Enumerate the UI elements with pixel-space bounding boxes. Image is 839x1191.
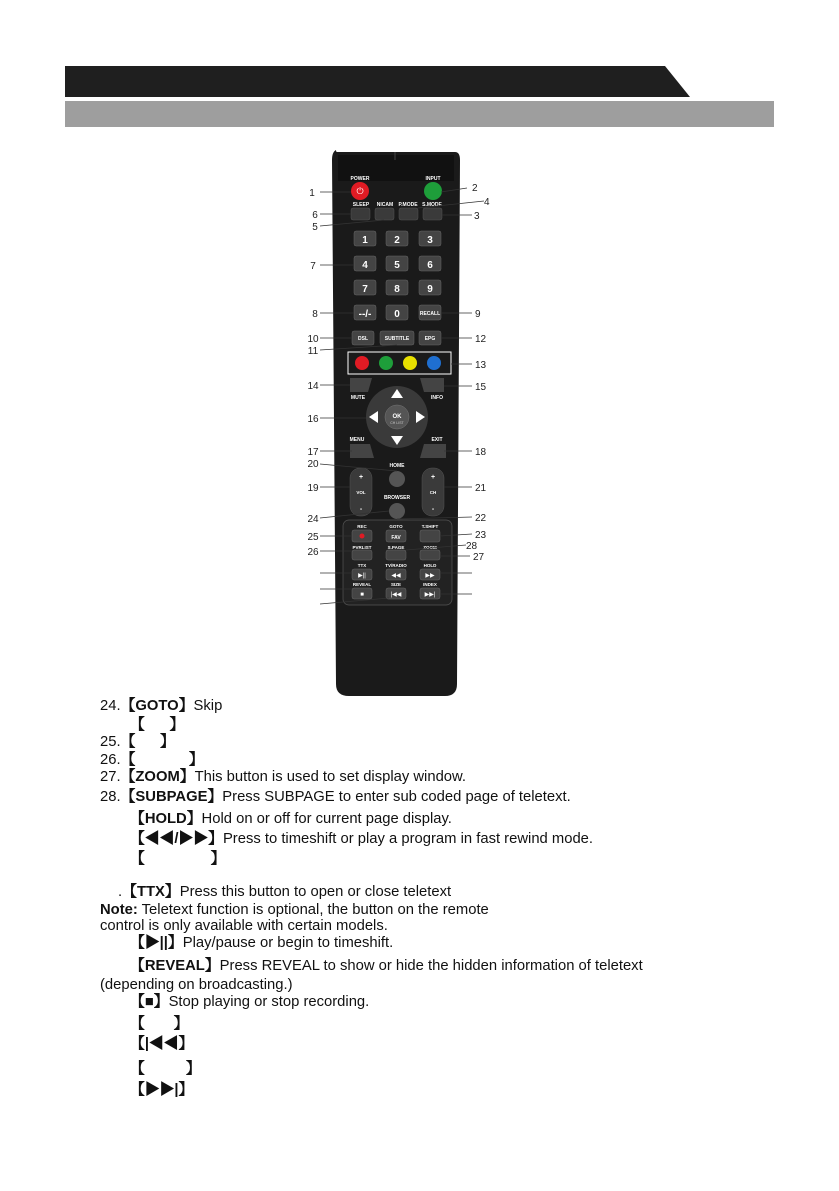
callout-12: 12: [475, 334, 487, 345]
next-icon: ▶▶|: [424, 592, 436, 598]
callout-2: 2: [472, 183, 478, 194]
spage-label: S.PAGE: [387, 545, 405, 550]
pvrlist-button[interactable]: [352, 550, 372, 560]
callout-7: 7: [310, 261, 316, 272]
vol-label: VOL: [356, 490, 366, 495]
rec-label: REC: [357, 524, 367, 529]
desc-line-stop: 【■】Stop playing or stop recording.: [130, 994, 370, 1010]
note-line-2: control is only available with certain models.: [100, 918, 388, 934]
ttx-label: TTX: [357, 563, 367, 568]
callout-24: 24: [307, 514, 319, 525]
callout-15: 15: [475, 382, 487, 393]
browser-button[interactable]: [389, 503, 405, 519]
exit-label: EXIT: [431, 437, 443, 443]
desc-line-27: 27.【ZOOM】This button is used to set display window.: [100, 769, 467, 785]
desc-line-depending: (depending on broadcasting.): [100, 977, 293, 993]
desc-line-24: 24.【GOTO】Skip: [100, 698, 223, 714]
goto-label: GOTO: [389, 524, 403, 529]
callout-1: 1: [309, 188, 315, 199]
exit-button[interactable]: [420, 444, 446, 458]
callout-28: 28: [466, 541, 478, 552]
dash-label: --/-: [358, 309, 372, 320]
green-key[interactable]: [379, 356, 393, 370]
pvrlist-label: PVRLIST: [352, 545, 372, 550]
callout-20: 20: [307, 459, 319, 470]
desc-line-26: 26.【 】: [100, 752, 204, 768]
label-input: INPUT: [425, 176, 441, 182]
info-label: INFO: [431, 395, 443, 401]
subtitle-label: SUBTITLE: [384, 336, 410, 342]
blue-key[interactable]: [427, 356, 441, 370]
desc-line-reveal: 【REVEAL】Press REVEAL to show or hide the hidden information of teletext: [130, 958, 643, 974]
smode-button[interactable]: [423, 208, 442, 220]
power-icon: ⏻: [356, 186, 364, 196]
digit-8-label: 8: [394, 284, 400, 295]
ch-minus-label: -: [431, 506, 435, 513]
callout-3: 3: [474, 211, 480, 222]
vol-minus-label: -: [359, 506, 363, 513]
label-power: POWER: [350, 176, 370, 182]
desc-line-blank-4: 【 】: [130, 1061, 201, 1077]
input-button[interactable]: [424, 182, 442, 200]
callout-6: 6: [312, 210, 318, 221]
callout-9: 9: [475, 309, 481, 320]
index-label: INDEX: [423, 582, 437, 587]
desc-line-ttx: .【TTX】Press this button to open or close teletext: [118, 884, 452, 900]
label-sleep: SLEEP: [352, 202, 370, 208]
recall-label: RECALL: [419, 311, 441, 317]
fast-forward-icon: ▶▶: [425, 573, 435, 579]
callout-5: 5: [312, 222, 318, 233]
digit-0-label: 0: [394, 309, 400, 320]
browser-label: BROWSER: [383, 495, 411, 501]
desc-line-25: 25.【 】: [100, 734, 175, 750]
fav-label: FAV: [391, 535, 401, 541]
desc-line-hold: 【HOLD】Hold on or off for current page display.: [130, 811, 452, 827]
dsl-label: DSL: [358, 336, 368, 342]
tshift-button[interactable]: [420, 530, 440, 542]
callout-26: 26: [307, 547, 319, 558]
digit-6-label: 6: [427, 260, 433, 271]
digit-2-label: 2: [394, 235, 400, 246]
callout-8: 8: [312, 309, 318, 320]
tvradio-label: TV/RADIO: [385, 563, 407, 568]
nicam-button[interactable]: [375, 208, 394, 220]
digit-1-label: 1: [362, 235, 368, 246]
rec-dot-icon: [360, 534, 365, 539]
callout-27: 27: [473, 552, 485, 563]
callout-17: 17: [307, 447, 319, 458]
label-smode: S.MODE: [422, 202, 442, 208]
info-button[interactable]: [420, 378, 444, 392]
prev-icon: |◀◀: [390, 592, 402, 598]
zoom-button[interactable]: [420, 550, 440, 560]
desc-line-blank-2: 【 】: [130, 851, 226, 867]
ch-plus-label: +: [430, 474, 436, 481]
desc-line-blank-1: 【 】: [130, 717, 185, 733]
home-label: HOME: [389, 463, 405, 469]
size-label: SIZE: [390, 582, 402, 587]
label-pmode: P.MODE: [398, 202, 418, 208]
play-pause-icon: ▶||: [358, 573, 366, 579]
callout-11: 11: [307, 346, 319, 357]
digit-9-label: 9: [427, 284, 433, 295]
zoom-label: ZOOM: [423, 545, 437, 550]
callout-16: 16: [307, 414, 319, 425]
ok-sub-label: CH LIST: [390, 421, 404, 425]
ok-label: OK: [392, 414, 402, 420]
callout-10: 10: [307, 334, 319, 345]
sleep-button[interactable]: [351, 208, 370, 220]
vol-plus-label: +: [358, 474, 364, 481]
tshift-label: T.SHIFT: [421, 524, 439, 529]
digit-3-label: 3: [427, 235, 433, 246]
mute-label: MUTE: [350, 395, 366, 401]
digit-5-label: 5: [394, 260, 400, 271]
callout-23: 23: [475, 530, 487, 541]
red-key[interactable]: [355, 356, 369, 370]
desc-line-rewind: 【◀◀/▶▶】Press to timeshift or play a program in fast rewind mode.: [130, 831, 594, 847]
callout-13: 13: [475, 360, 487, 371]
hold-label: HOLD: [423, 563, 437, 568]
rewind-icon: ◀◀: [391, 573, 401, 579]
digit-7-label: 7: [362, 284, 368, 295]
callout-4: 4: [484, 197, 490, 208]
yellow-key[interactable]: [403, 356, 417, 370]
home-button[interactable]: [389, 471, 405, 487]
menu-button[interactable]: [350, 444, 374, 458]
desc-line-28: 28.【SUBPAGE】Press SUBPAGE to enter sub coded page of teletext.: [100, 789, 571, 805]
digit-4-label: 4: [362, 260, 368, 271]
callout-21: 21: [475, 483, 487, 494]
callout-19: 19: [307, 483, 319, 494]
menu-label: MENU: [349, 437, 365, 443]
pmode-button[interactable]: [399, 208, 418, 220]
desc-line-blank-3: 【 】: [130, 1016, 189, 1032]
desc-line-next: 【▶▶|】: [130, 1082, 194, 1098]
ch-label: CH: [429, 490, 437, 495]
epg-label: EPG: [424, 336, 436, 342]
note-line-1: Note: Teletext function is optional, the button on the remote: [100, 902, 489, 918]
stop-icon: ■: [360, 592, 364, 598]
callout-18: 18: [475, 447, 487, 458]
spage-button[interactable]: [386, 550, 406, 560]
callout-25: 25: [307, 532, 319, 543]
reveal-label: REVEAL: [352, 582, 372, 587]
label-nicam: NICAM: [376, 202, 394, 208]
callout-22: 22: [475, 513, 487, 524]
callout-14: 14: [307, 381, 319, 392]
desc-line-prev: 【|◀◀】: [130, 1036, 194, 1052]
desc-line-play: 【▶||】Play/pause or begin to timeshift.: [130, 935, 394, 951]
